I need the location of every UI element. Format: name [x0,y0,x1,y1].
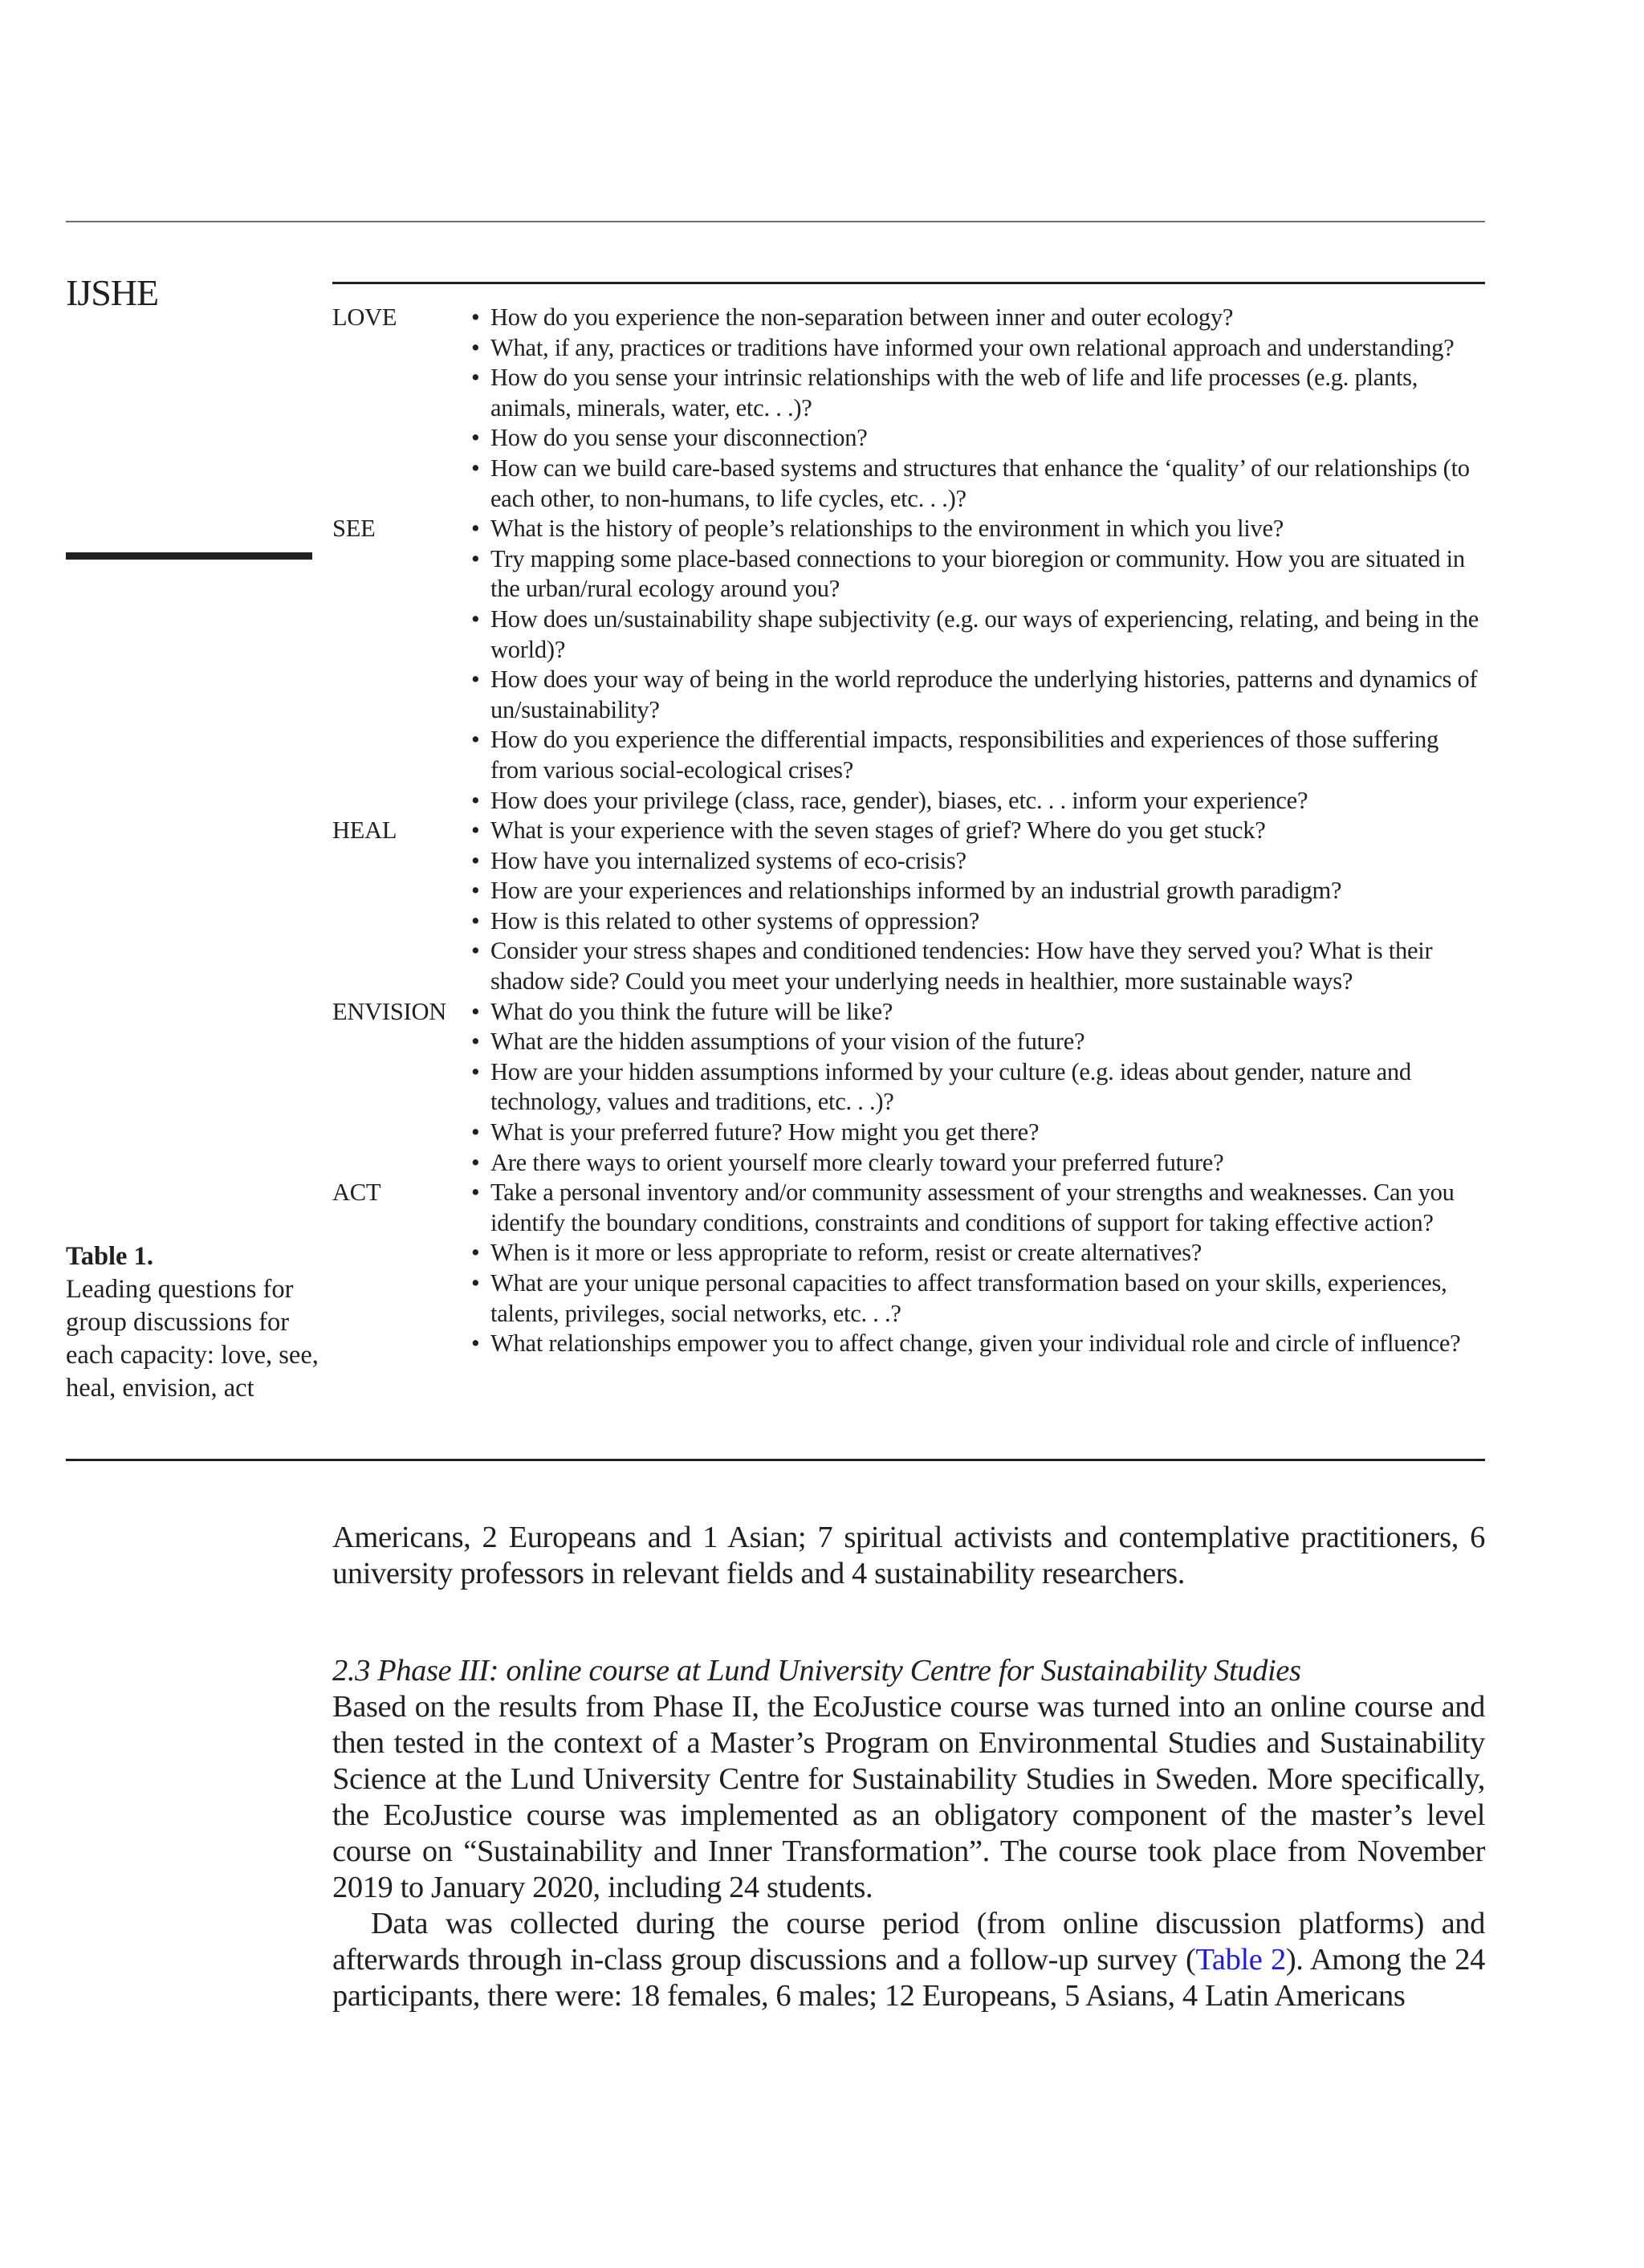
question-list [471,816,1485,997]
question-item: • How do you sense your disconnection? [471,423,1485,454]
question-item: • Take a personal inventory and/or community assessment of your strengths and weaknesses. Can you identify the boundary conditions, constraints and conditions of support for taking effective action? [471,1178,1485,1238]
question-item: • How is this related to other systems of oppression? [471,906,1485,937]
question-item: • How does your privilege (class, race, gender), biases, etc. . . inform your experience? [471,786,1485,816]
question-item: • How does un/sustainability shape subjectivity (e.g. our ways of experiencing, relating, and being in the world)? [471,605,1485,665]
body-text [332,1520,1485,2014]
table-row-see [332,514,1485,816]
question-item: • What do you think the future will be like? [471,997,1485,1028]
margin-rule [66,552,312,560]
table-row-heal [332,816,1485,997]
question-item: • How have you internalized systems of eco-crisis? [471,846,1485,877]
paragraph-text: ). Among the 24 participants, there were: 18 females, 6 males; 12 Europeans, 5 Asians, 4 Latin Americans [332,1943,1485,2013]
header-rule [66,221,1485,222]
table-caption [66,1240,323,1405]
question-item: • Consider your stress shapes and conditioned tendencies: How have they served you? What is their shadow side? Could you meet your underlying needs in healthier, more sustainable ways? [471,936,1485,996]
paragraph: Based on the results from Phase II, the EcoJustice course was turned into an online course and then tested in the context of a Master’s Program on Environmental Studies and Sustainability Science at the Lund University Centre for Sustainability Studies in Sweden. More specifically, the EcoJustice course was implemented as an obligatory component of the master’s level course on “Sustainability and Inner Transformation”. The course took place from November 2019 to January 2020, including 24 students. [332,1690,1485,1904]
question-item: • What are your unique personal capacities to affect transformation based on your skills, experiences, talents, privileges, social networks, etc. . .? [471,1268,1485,1329]
question-item: • How do you experience the differential impacts, responsibilities and experiences of those suffering from various social-ecological crises? [471,725,1485,785]
capacity-label: SEE [332,515,376,543]
question-item: • How can we build care-based systems and structures that enhance the ‘quality’ of our relationships (to each other, to non-humans, to life cycles, etc. . .)? [471,454,1485,514]
journal-name: IJSHE [66,272,159,313]
table-row-envision [332,997,1485,1179]
capacity-label: HEAL [332,816,397,845]
question-list [471,997,1485,1179]
question-item: • When is it more or less appropriate to reform, resist or create alternatives? [471,1238,1485,1268]
table-row-act [332,1178,1485,1359]
question-item: • How does your way of being in the world reproduce the underlying histories, patterns and dynamics of un/sustainability? [471,665,1485,725]
capacity-label: ACT [332,1179,381,1207]
paragraph-gap [332,1592,1485,1653]
paragraph [332,1906,1485,2014]
question-list [471,1178,1485,1359]
table-2-link[interactable]: Table 2 [1195,1943,1286,1977]
question-item: • What is the history of people’s relationships to the environment in which you live? [471,514,1485,544]
paragraph: Americans, 2 Europeans and 1 Asian; 7 spiritual activists and contemplative practitioners, 6 university professors in relevant fields and 4 sustainability researchers. [332,1521,1485,1590]
question-item: • Try mapping some place-based connections to your bioregion or community. How you are situated in the urban/rural ecology around you? [471,544,1485,605]
table-caption-text: Leading questions for group discussions for each capacity: love, see, heal, envision, act [66,1275,319,1403]
question-item: • Are there ways to orient yourself more clearly toward your preferred future? [471,1148,1485,1179]
section-heading: 2.3 Phase III: online course at Lund University Centre for Sustainability Studies [332,1654,1301,1688]
table-caption-label: Table 1. [66,1242,153,1271]
paragraph-text: Data was collected during the course period (from online discussion platforms) and afterwards through in-class group discussions and a follow-up survey ( [332,1907,1485,1977]
table-row-love [332,303,1485,514]
capacity-label: LOVE [332,303,397,331]
question-item: • How do you experience the non-separation between inner and outer ecology? [471,303,1485,333]
question-list [471,514,1485,816]
question-item: • What are the hidden assumptions of your vision of the future? [471,1027,1485,1057]
table-bottom-rule [66,1459,1485,1461]
table-top-rule [332,282,1485,284]
question-item: • What relationships empower you to affect change, given your individual role and circle of influence? [471,1329,1485,1359]
capacity-label: ENVISION [332,997,447,1025]
question-item: • What is your preferred future? How might you get there? [471,1118,1485,1148]
question-list [471,303,1485,514]
question-item: • How are your hidden assumptions informed by your culture (e.g. ideas about gender, nature and technology, values and traditions, etc. . .)? [471,1057,1485,1118]
question-item: • How do you sense your intrinsic relationships with the web of life and life processes (e.g. plants, animals, minerals, water, etc. . .)? [471,363,1485,423]
question-item: • What is your experience with the seven stages of grief? Where do you get stuck? [471,816,1485,846]
question-item: • What, if any, practices or traditions have informed your own relational approach and understanding? [471,333,1485,364]
question-item: • How are your experiences and relationships informed by an industrial growth paradigm? [471,876,1485,906]
questions-table [332,303,1485,1359]
